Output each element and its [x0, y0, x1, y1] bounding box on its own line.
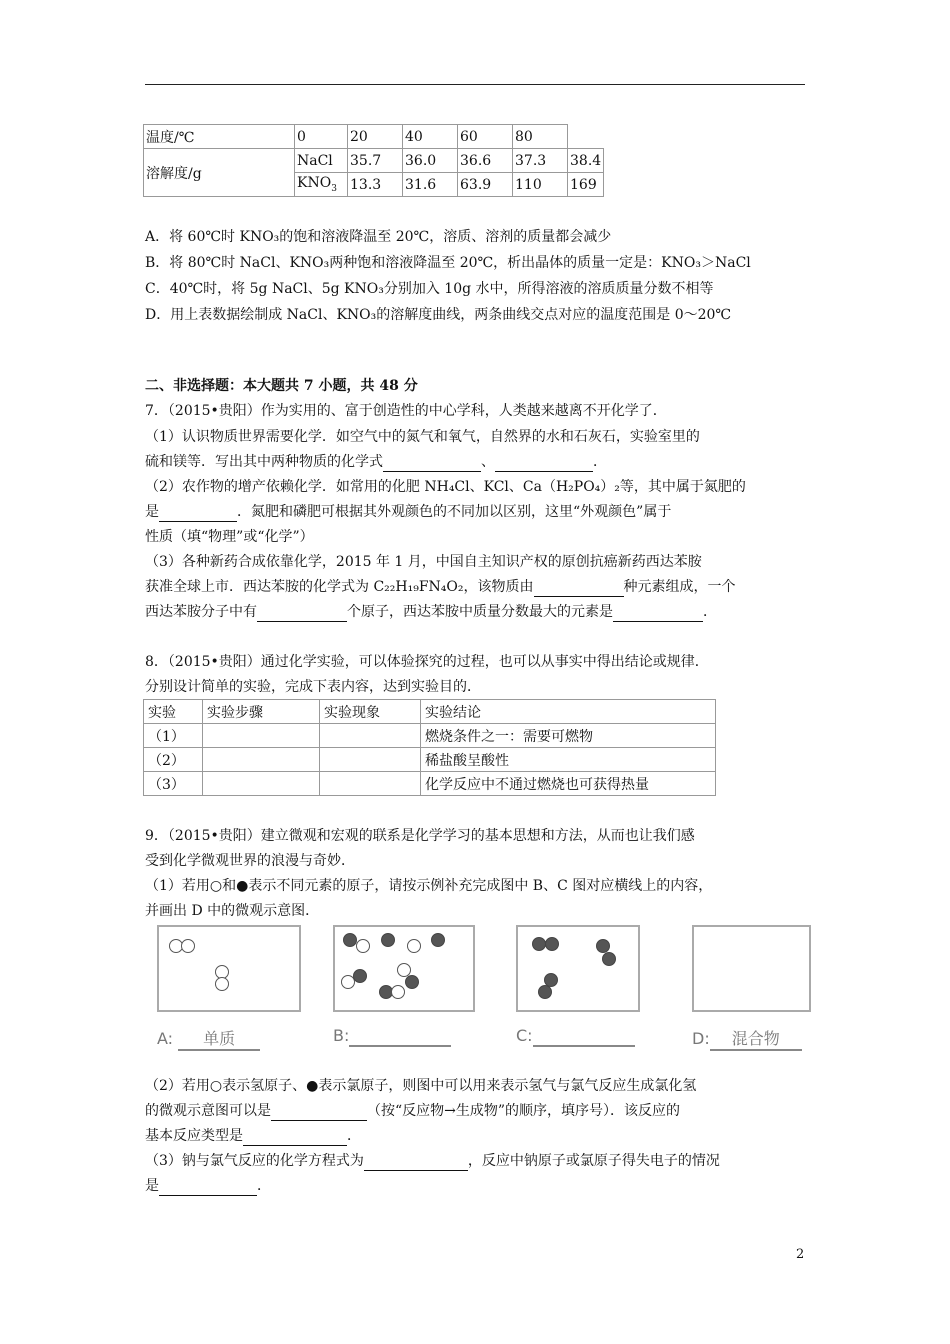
experiment-no: （2）	[144, 748, 203, 772]
nacl-value: 35.7	[348, 149, 403, 173]
q8-stem1: 8．（2015•贵阳）通过化学实验，可以体验探究的过程，也可以从事实中得出结论或规律．	[145, 654, 709, 670]
conclusion-cell: 稀盐酸呈酸性	[421, 748, 716, 772]
experiment-no: （3）	[144, 772, 203, 796]
white-atom	[356, 939, 370, 953]
white-atom	[215, 977, 229, 991]
dark-atom	[353, 969, 367, 983]
q9-stem2: 受到化学微观世界的浪漫与奇妙．	[145, 853, 355, 869]
answer-blank[interactable]	[159, 1179, 257, 1196]
q9-p3-line2: 是 ．	[145, 1178, 271, 1194]
q7-p2-line2: 是 ．氮肥和磷肥可根据其外观颜色的不同加以区别，这里“外观颜色”属于	[145, 504, 672, 520]
q7-p3-line3: 西达苯胺分子中有 个原子，西达苯胺中质量分数最大的元素是 ．	[145, 604, 717, 620]
dark-atom	[343, 933, 357, 947]
nacl-value: 37.3	[513, 149, 568, 173]
dark-atom	[405, 975, 419, 989]
q9-stem1: 9．（2015•贵阳）建立微观和宏观的联系是化学学习的基本思想和方法，从而也让我们感	[145, 828, 695, 844]
q9-p1-line1: （1）若用○和●表示不同元素的原子，请按示例补充完成图中 B、C 图对应横线上的内容，	[145, 878, 713, 894]
answer-blank[interactable]	[271, 1104, 367, 1121]
kno3-value: 169	[568, 173, 604, 197]
nacl-value: 36.6	[458, 149, 513, 173]
experiment-header: 实验步骤	[203, 700, 320, 724]
q9-p2-line3: 基本反应类型是 ．	[145, 1128, 361, 1144]
q8-stem2: 分别设计简单的实验，完成下表内容，达到实验目的．	[145, 679, 481, 695]
q9-p3-line1: （3）钠与氯气反应的化学方程式为 ，反应中钠原子或氯原子得失电子的情况	[145, 1153, 720, 1169]
q7-p3-line1: （3）各种新药合成依靠化学，2015 年 1 月，中国自主知识产权的原创抗癌新药西达苯胺	[145, 554, 702, 570]
answer-blank[interactable]	[495, 455, 593, 472]
caption-a: A: 单质	[157, 1026, 260, 1051]
phenomenon-cell[interactable]	[320, 772, 421, 796]
temp-cell: 20	[348, 125, 403, 149]
answer-blank[interactable]	[159, 505, 237, 522]
phenomenon-cell[interactable]	[320, 724, 421, 748]
phenomenon-cell[interactable]	[320, 748, 421, 772]
step-cell[interactable]	[203, 772, 320, 796]
q7-p1-line1: （1）认识物质世界需要化学．如空气中的氮气和氧气，自然界的水和石灰石，实验室里的	[145, 429, 700, 445]
solubility-label: 溶解度/g	[144, 149, 295, 197]
kno3-label: $KNO_3$	[295, 173, 348, 197]
answer-blank[interactable]	[613, 605, 703, 622]
answer-blank[interactable]	[364, 1154, 468, 1171]
q7-stem: 7．（2015•贵阳）作为实用的、富于创造性的中心学科，人类越来越离不开化学了．	[145, 403, 667, 419]
step-cell[interactable]	[203, 748, 320, 772]
caption-c: C:	[516, 1026, 635, 1047]
diagram-d-box[interactable]	[692, 925, 811, 1012]
dark-atom	[545, 937, 559, 951]
conclusion-cell: 燃烧条件之一：需要可燃物	[421, 724, 716, 748]
temp-header: 温度/℃	[144, 125, 295, 149]
dark-atom	[431, 933, 445, 947]
kno3-value: 63.9	[458, 173, 513, 197]
dark-atom	[602, 952, 616, 966]
temp-cell: 0	[295, 125, 348, 149]
nacl-label: NaCl	[295, 149, 348, 173]
temp-cell: 40	[403, 125, 458, 149]
caption-d: D: 混合物	[692, 1026, 802, 1051]
diagram-b-box	[333, 925, 475, 1012]
temp-cell: 60	[458, 125, 513, 149]
experiment-no: （1）	[144, 724, 203, 748]
experiment-header: 实验现象	[320, 700, 421, 724]
caption-b: B:	[333, 1026, 451, 1047]
q7-p2-line1: （2）农作物的增产依赖化学．如常用的化肥 NH₄Cl、KCl、Ca（H₂PO₄）₂等，其中属于氮肥的	[145, 479, 746, 495]
option-a: A．将 60℃时 KNO₃的饱和溶液降温至 20℃，溶质、溶剂的质量都会减少	[145, 229, 612, 245]
white-atom	[181, 939, 195, 953]
option-c: C．40℃时，将 5g NaCl、5g KNO₃分别加入 10g 水中，所得溶液的溶质质量分数不相等	[145, 281, 714, 297]
dark-atom	[538, 985, 552, 999]
solubility-table	[143, 124, 604, 197]
section-title: 二、非选择题：本大题共 7 小题，共 48 分	[145, 378, 418, 394]
nacl-value: 36.0	[403, 149, 458, 173]
kno3-value: 31.6	[403, 173, 458, 197]
experiment-table	[143, 699, 716, 796]
q9-p1-line2: 并画出 D 中的微观示意图．	[145, 903, 320, 919]
dark-atom	[381, 933, 395, 947]
option-d: D．用上表数据绘制成 NaCl、KNO₃的溶解度曲线，两条曲线交点对应的温度范围是 0～20℃	[145, 307, 732, 323]
diagram-c-box	[516, 925, 640, 1012]
q7-p1-line2: 硫和镁等．写出其中两种物质的化学式 、 ．	[145, 454, 607, 470]
diagram-a-box	[157, 925, 301, 1012]
option-b: B．将 80℃时 NaCl、KNO₃两种饱和溶液降温至 20℃，析出晶体的质量一定是：KNO₃＞NaCl	[145, 255, 751, 271]
experiment-header: 实验结论	[421, 700, 716, 724]
q9-p2-line1: （2）若用○表示氢原子、●表示氯原子，则图中可以用来表示氢气与氯气反应生成氯化氢	[145, 1078, 697, 1094]
answer-blank[interactable]	[534, 580, 624, 597]
conclusion-cell: 化学反应中不通过燃烧也可获得热量	[421, 772, 716, 796]
kno3-value: 13.3	[348, 173, 403, 197]
answer-blank[interactable]	[257, 605, 347, 622]
experiment-header: 实验	[144, 700, 203, 724]
dark-atom	[596, 939, 610, 953]
nacl-value: 38.4	[568, 149, 604, 173]
q9-p2-line2: 的微观示意图可以是 （按“反应物→生成物”的顺序，填序号）．该反应的	[145, 1103, 681, 1119]
white-atom	[407, 939, 421, 953]
step-cell[interactable]	[203, 724, 320, 748]
temp-cell: 80	[513, 125, 568, 149]
q7-p3-line2: 获准全球上市．西达苯胺的化学式为 C₂₂H₁₉FN₄O₂，该物质由 种元素组成，一个	[145, 579, 736, 595]
q7-p2-line3: 性质（填“物理”或“化学”）	[145, 529, 314, 545]
white-atom	[391, 985, 405, 999]
kno3-value: 110	[513, 173, 568, 197]
answer-blank[interactable]	[243, 1129, 347, 1146]
answer-blank[interactable]	[383, 455, 481, 472]
answer-blank[interactable]	[349, 1026, 451, 1047]
page-number: 2	[796, 1247, 805, 1262]
dark-atom	[532, 937, 546, 951]
header-rule	[145, 84, 805, 85]
answer-blank[interactable]	[533, 1026, 635, 1047]
